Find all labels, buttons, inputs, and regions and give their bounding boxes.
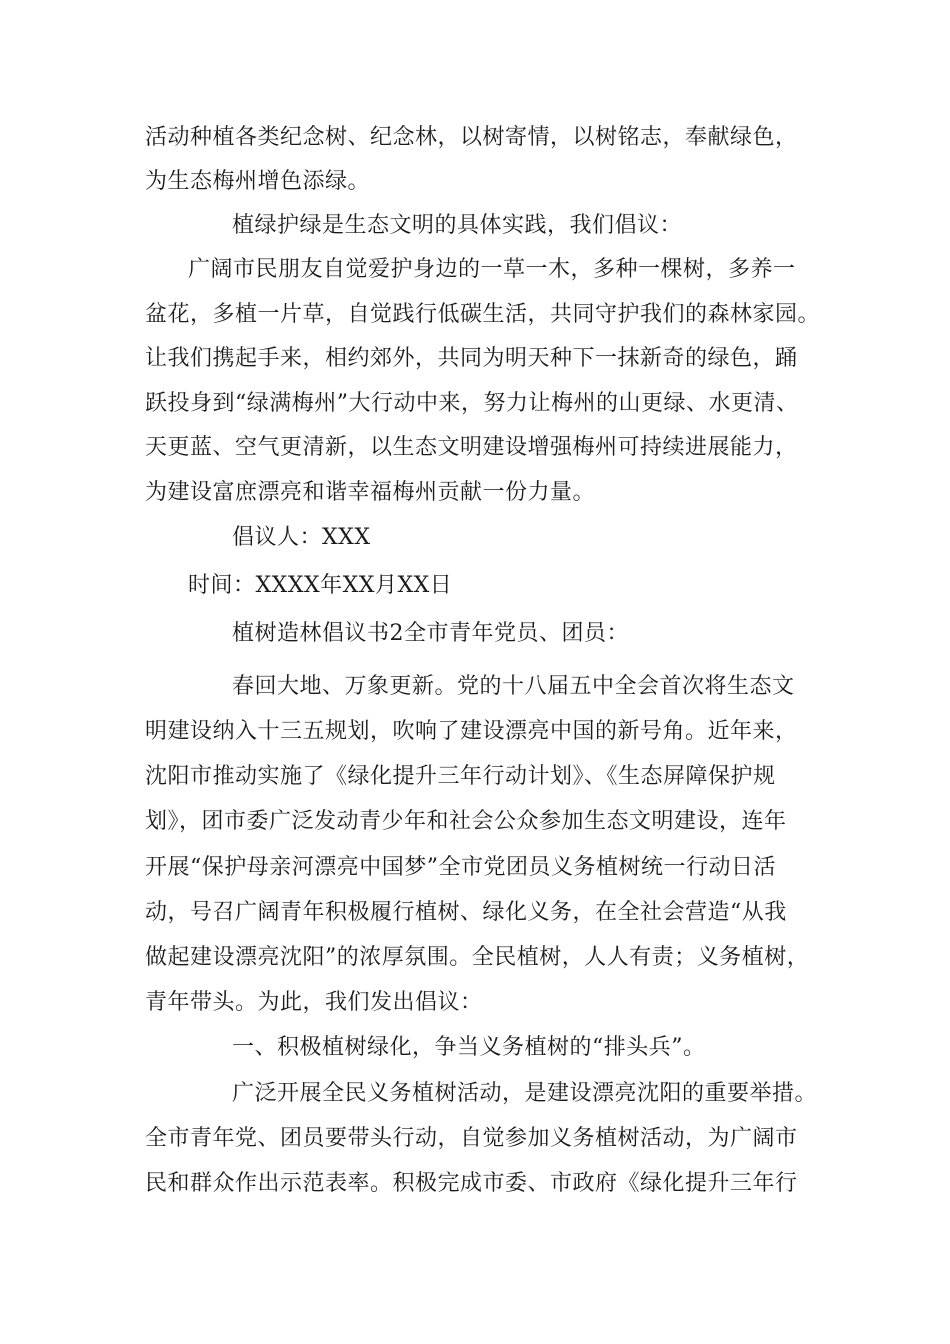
text-line: 青年带头。为此，我们发出倡议： — [145, 990, 483, 1015]
text-line: 植绿护绿是生态文明的具体实践，我们倡议： — [232, 213, 683, 238]
text-line: 天更蓝、空气更清新，以生态文明建设增强梅州可持续进展能力， — [145, 435, 798, 460]
text-line: 广泛开展全民义务植树活动，是建设漂亮沈阳的重要举措。 — [232, 1081, 818, 1106]
text-line: 民和群众作出示范表率。积极完成市委、市政府《绿化提升三年行 — [145, 1171, 798, 1196]
text-line: 开展“保护母亲河漂亮中国梦”全市党团员义务植树统一行动日活 — [145, 855, 776, 880]
text-line: 全市青年党、团员要带头行动，自觉参加义务植树活动，为广阔市 — [145, 1126, 798, 1151]
section-heading: 一、积极植树绿化，争当义务植树的“排头兵”。 — [232, 1035, 706, 1060]
text-line: 让我们携起手来，相约郊外，共同为明天种下一抹新奇的绿色，踊 — [145, 346, 798, 371]
text-line: 跃投身到“绿满梅州”大行动中来，努力让梅州的山更绿、水更清、 — [145, 391, 799, 416]
text-line: 做起建设漂亮沈阳”的浓厚氛围。全民植树，人人有责；义务植树， — [145, 945, 810, 970]
text-line: 明建设纳入十三五规划，吹响了建设漂亮中国的新号角。近年来， — [145, 719, 798, 744]
section-heading: 植树造林倡议书2全市青年党员、团员： — [232, 621, 629, 646]
text-line: 动，号召广阔青年积极履行植树、绿化义务，在全社会营造“从我 — [145, 900, 787, 925]
date-line: 时间：XXXX年XX月XX日 — [188, 573, 453, 598]
text-line: 为建设富庶漂亮和谐幸福梅州贡献一份力量。 — [145, 480, 596, 505]
text-line: 广阔市民朋友自觉爱护身边的一草一木，多种一棵树，多养一 — [188, 257, 796, 282]
text-line: 沈阳市推动实施了《绿化提升三年行动计划》、《生态屏障保护规 — [145, 764, 776, 789]
text-line: 划》，团市委广泛发动青少年和社会公众参加生态文明建设，连年 — [145, 809, 787, 834]
text-line: 为生态梅州增色添绿。 — [145, 169, 371, 194]
text-line: 活动种植各类纪念树、纪念林，以树寄情，以树铭志，奉献绿色， — [145, 125, 798, 150]
text-line: 春回大地、万象更新。党的十八届五中全会首次将生态文 — [232, 674, 795, 699]
signatory-line: 倡议人：XXX — [232, 525, 371, 550]
text-line: 盆花，多植一片草，自觉践行低碳生活，共同守护我们的森林家园。 — [145, 302, 821, 327]
